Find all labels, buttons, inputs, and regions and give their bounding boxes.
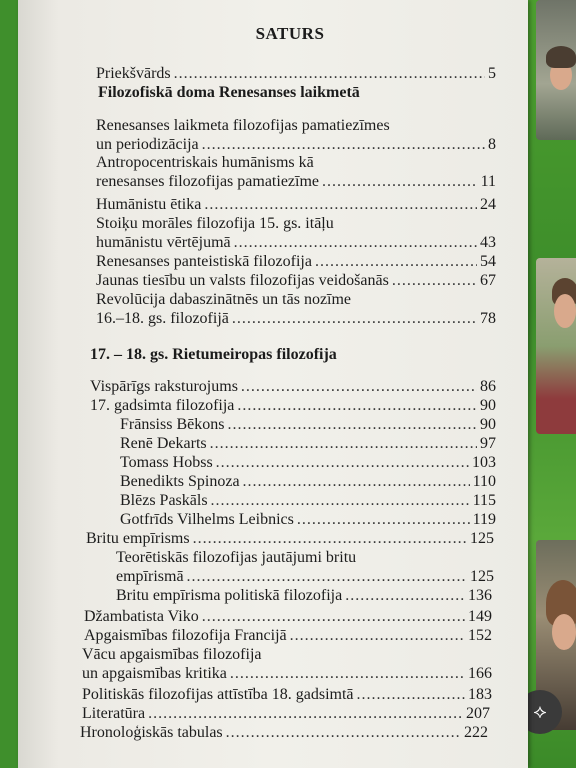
toc-entry[interactable]: Renesanses laikmeta filozofijas pamatiezīmes un periodizācija ..... 8 — [96, 116, 496, 154]
toc-entry[interactable]: Frānsiss Bēkons ..... 90 — [120, 415, 496, 434]
toc-entry[interactable]: Revolūcija dabaszinātnēs un tās nozīme 16.–18. gs. filozofijā ..... 78 — [96, 290, 496, 328]
toc-entry[interactable]: Hronoloģiskās tabulas ..... 222 — [80, 723, 488, 742]
toc-entry[interactable]: Priekšvārds ..... 5 — [96, 64, 496, 83]
toc-entry[interactable]: Vācu apgaismības filozofija un apgaismības kritika ..... 166 — [82, 645, 492, 683]
toc-entry[interactable]: Blēzs Paskāls ..... 115 — [120, 491, 496, 510]
cover-photo-top — [536, 0, 576, 140]
toc-entry[interactable]: Renē Dekarts ..... 97 — [120, 434, 496, 453]
cover-photo-middle — [536, 258, 576, 434]
toc-entry[interactable]: Jaunas tiesību un valsts filozofijas veidošanās ..... 67 — [96, 271, 496, 290]
section-heading: Filozofiskā doma Renesanses laikmetā — [98, 84, 360, 101]
toc-entry[interactable]: Literatūra ..... 207 — [82, 704, 490, 723]
toc-entry[interactable]: Britu empīrisms ..... 125 — [86, 529, 494, 548]
toc-entry[interactable]: Teorētiskās filozofijas jautājumi britu empīrismā ..... 125 — [116, 548, 494, 586]
toc-entry[interactable]: Vispārīgs raksturojums ..... 86 — [90, 377, 496, 396]
toc-entry[interactable]: Politiskās filozofijas attīstība 18. gadsimtā ..... 183 — [82, 685, 492, 704]
toc-entry[interactable]: Stoiķu morāles filozofija 15. gs. itāļu humānistu vērtējumā ..... 43 — [96, 214, 496, 252]
toc-entry[interactable]: Renesanses panteistiskā filozofija ..... 54 — [96, 252, 496, 271]
page-title: SATURS — [255, 24, 325, 43]
toc-entry[interactable]: Antropocentriskais humānisms kā renesanses filozofijas pamatiezīme ..... 11 — [96, 153, 496, 191]
toc-entry[interactable]: Apgaismības filozofija Francijā ..... 152 — [84, 626, 492, 645]
toc-entry[interactable]: Benedikts Spinoza ..... 110 — [120, 472, 496, 491]
toc-entry[interactable]: Gotfrīds Vilhelms Leibnics ..... 119 — [120, 510, 496, 529]
toc-entry[interactable]: Britu empīrisma politiskā filozofija ..... 136 — [116, 586, 492, 605]
logo-icon: ⟡ — [518, 690, 562, 734]
toc-entry[interactable]: Tomass Hobss ..... 103 — [120, 453, 496, 472]
section-heading: 17. – 18. gs. Rietumeiropas filozofija — [90, 346, 337, 363]
toc-entry[interactable]: Humānistu ētika ..... 24 — [96, 195, 496, 214]
toc-entry[interactable]: Džambatista Viko ..... 149 — [84, 607, 492, 626]
toc-entry[interactable]: 17. gadsimta filozofija ..... 90 — [90, 396, 496, 415]
